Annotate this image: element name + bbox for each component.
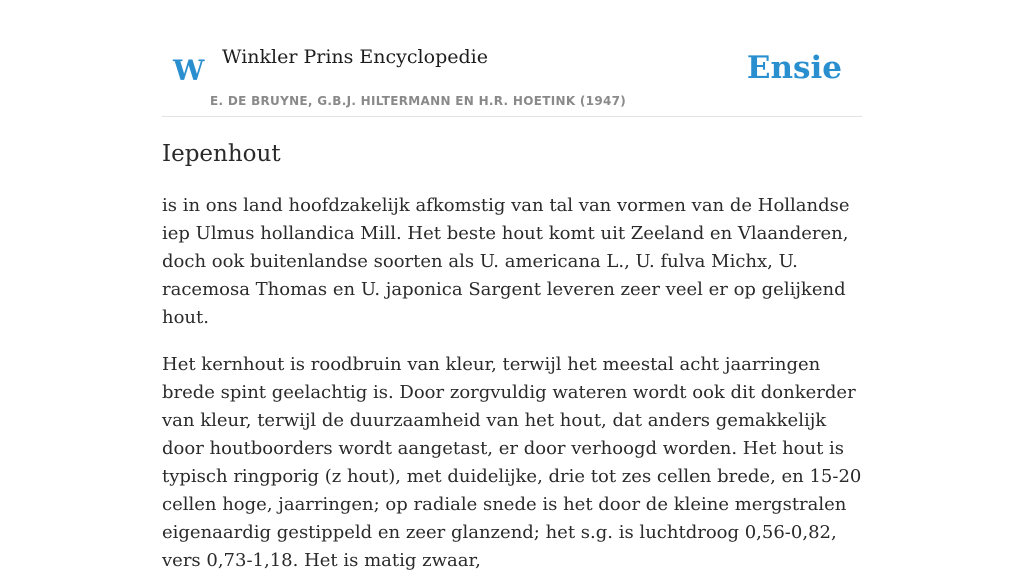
article: [162, 138, 862, 575]
source-title[interactable]: Winkler Prins Encyclopedie: [222, 46, 488, 68]
article-paragraph: is in ons land hoofdzakelijk afkomstig van tal van vormen van de Hollandse iep Ulmus hollandica Mill. Het beste hout komt uit Zeeland en Vlaanderen, doch ook buitenlandse soorten als U. americana L., U. fulva Michx, U. racemosa Thomas en U. japonica Sargent leveren zeer veel er op gelijkend hout.: [162, 195, 850, 328]
winkler-prins-logo[interactable]: W: [173, 54, 205, 87]
source-header: [162, 40, 862, 117]
ensie-logo[interactable]: Ensie: [746, 50, 842, 86]
source-authors: E. DE BRUYNE, G.B.J. HILTERMANN EN H.R. HOETINK (1947): [210, 94, 627, 108]
article-paragraph: Het kernhout is roodbruin van kleur, terwijl het meestal acht jaarringen brede spint geelachtig is. Door zorgvuldig wateren wordt ook dit donkerder van kleur, terwijl de duurzaamheid van het hout, dat anders gemakkelijk door houtboorders wordt aangetast, er door verhoogd worden. Het hout is typisch ringporig (z hout), met duidelijke, drie tot zes cellen brede, en 15-20 cellen hoge, jaarringen; op radiale snede is het door de kleine mergstralen eigenaardig gestippeld en zeer glanzend; het s.g. is luchtdroog 0,56-0,82, vers 0,73-1,18. Het is matig zwaar,: [162, 354, 862, 571]
article-title: Iepenhout: [162, 141, 281, 167]
